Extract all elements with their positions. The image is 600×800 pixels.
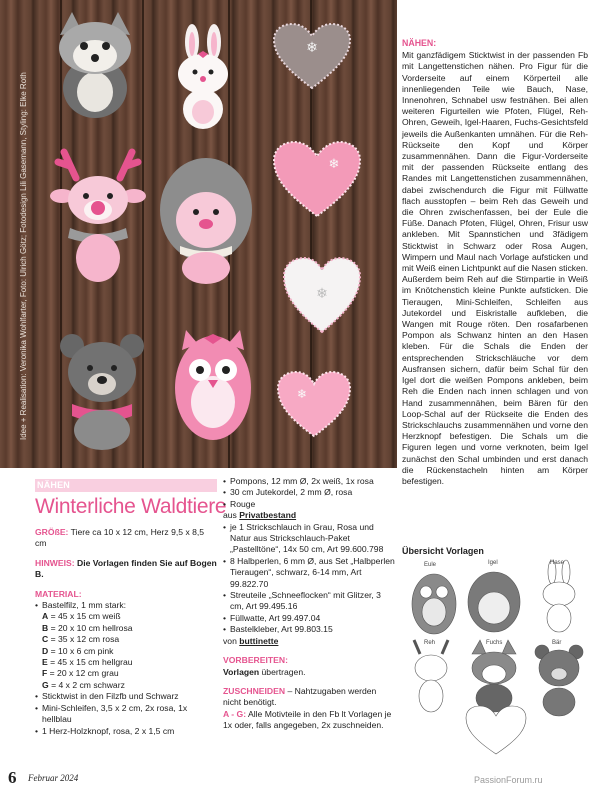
- material-item: • Mini-Schleifen, 3,5 x 2 cm, 2x rosa, 1x hellblau: [35, 703, 217, 726]
- note-text: Die Vorlagen finden Sie auf Bogen B.: [35, 557, 217, 580]
- felt-hedgehog-image: [156, 150, 256, 290]
- photo-credit: Idee + Realisation: Veronika Wohlfarter, Foto: Ulrich Götz; Fotodesign Lili Gasemann, Styling: Elke Roth: [19, 72, 28, 440]
- felt-reindeer-image: [48, 148, 148, 288]
- sewing-instructions: [402, 38, 588, 487]
- felt-fox-image: [50, 10, 140, 120]
- svg-text:❄: ❄: [316, 286, 328, 302]
- felt-item: F = 20 x 12 cm grau: [42, 668, 119, 679]
- material-column-right: [223, 476, 395, 732]
- category-tag: NÄHEN: [35, 479, 217, 492]
- material-item: • Füllwatte, Art 99.497.04: [223, 613, 395, 624]
- felt-owl-image: [168, 328, 258, 448]
- svg-text:❄: ❄: [328, 157, 340, 172]
- size-text: Tiere ca 10 x 12 cm, Herz 9,5 x 8,5 cm: [35, 527, 205, 549]
- material-item: • je 1 Strickschlauch in Grau, Rosa und Natur aus Strickschlauch-Paket „Pastelltöne“, 14x 50 cm, Art 99.600.798: [223, 522, 395, 556]
- template-label: Bär: [552, 640, 562, 646]
- felt-intro: • Bastelfilz, 1 mm stark:: [35, 600, 217, 611]
- preparation-text: Vorlagen übertragen.: [223, 666, 306, 677]
- felt-item: E = 45 x 15 cm hellgrau: [42, 657, 133, 668]
- template-sketches: [402, 556, 592, 758]
- material-item: • Sticktwist in den Filzfb und Schwarz: [35, 691, 217, 702]
- felt-heart-pink-small-image: [276, 370, 352, 440]
- cutting-section: ZUSCHNEIDEN – Nahtzugaben werden nicht benötigt.: [223, 685, 377, 708]
- material-column-left: [35, 527, 217, 737]
- privat-source: aus Privatbestand: [223, 510, 297, 521]
- felt-item: G = 4 x 2 cm schwarz: [42, 679, 125, 690]
- page-number: 6: [8, 768, 17, 787]
- template-label: Igel: [488, 560, 498, 566]
- note-label: HINWEIS:: [35, 557, 75, 568]
- felt-bunny-image: [168, 24, 238, 134]
- material-item: • 8 Halbperlen, 6 mm Ø, aus Set „Halbperlen Tieraugen“, schwarz, 6-14 mm, Art 99.822.70: [223, 556, 395, 590]
- material-item: • Rouge: [223, 499, 395, 510]
- template-label: Reh: [424, 640, 436, 646]
- felt-item: D = 10 x 6 cm pink: [42, 645, 114, 656]
- watermark-site: PassionForum.ru: [474, 775, 543, 785]
- material-item: • Pompons, 12 mm Ø, 2x weiß, 1x rosa: [223, 476, 395, 487]
- felt-heart-grey-image: [272, 22, 352, 92]
- overview-heading: Übersicht Vorlagen: [402, 546, 484, 556]
- felt-item: B = 20 x 10 cm hellrosa: [42, 622, 133, 633]
- svg-text:❄: ❄: [296, 387, 308, 401]
- template-label: Fuchs: [486, 640, 503, 646]
- material-item: • 30 cm Jutekordel, 2 mm Ø, rosa: [223, 487, 395, 498]
- felt-heart-white-image: [282, 256, 362, 336]
- size-label: GRÖßE:: [35, 527, 69, 537]
- material-item: • Streuteile „Schneeflocken“ mit Glitzer, 3 cm, Art 99.495.16: [223, 590, 395, 613]
- svg-text:❄: ❄: [306, 40, 318, 56]
- supplier-source: von buttinette: [223, 635, 279, 646]
- material-item: • Bastelkleber, Art 99.803.15: [223, 624, 395, 635]
- felt-bear-image: [52, 330, 152, 450]
- cutting-key: A - G: Alle Motivteile in den Fb lt Vorlagen je 1x oder, falls angegeben, 2x zuschneiden.: [223, 708, 392, 731]
- material-item: • 1 Herz-Holzknopf, rosa, 2 x 1,5 cm: [35, 726, 217, 737]
- material-label: MATERIAL:: [35, 588, 82, 599]
- template-overview: [402, 556, 592, 758]
- instructions-heading: NÄHEN:: [402, 38, 437, 48]
- template-label: Hase: [550, 560, 565, 566]
- felt-item: C = 35 x 12 cm rosa: [42, 634, 120, 645]
- article-title: Winterliche Waldtiere: [35, 495, 227, 518]
- instructions-body: Mit ganzfädigem Sticktwist in der passenden Fb mit Langettenstichen nähen. Pro Figur für die Vorderseite auf einem Körperteil alle innenliegenden Teile wie Bauch, Nase, Innenohren, Schnabel usw festnähen. Bei allen weiteren Figurteilen wie Pfoten, Flügel, Reh-Ohren, Geweih, Igel-Haaren, Fuchs-Gesichtsfeld jeweils die Außenkanten umnähen. Für die Reh-Rückseite den Kopf und Körper zusammennähen. Dann die Figur-Vorderseite mit der passenden Rückseite entlang des Randes mit Langettenstichen zusammennähen, dabei zwischendurch die Figur mit Füllwatte flach ausstopfen – beim Reh das Geweih und die Ohren zwischenfassen, bei der Eule die Füße. Danach Pfoten, Flügel, Ohren, Frisur usw ankleben. Mit Spannstichen und 3fädigem Sticktwist in Schwarz oder Rosa Augen, Wimpern und Maul nach Vorlage aufsticken und mit Weiß einen Lichtpunkt auf die Nasen sticken. Außerdem beim Reh auf die Stirnpartie in Weiß im Knötchenstich kleine Punkte aufsticken. Die Tieraugen, Mini-Schleifen, Schleifen aus Jutekordel und Eiskristalle aufkleben, die Wangen mit Rouge röten. Den rosafarbenen Pompon als Schwanz hinten an den Hasen kleben. Für die Schals die Enden der entsprechenden Strickschläuche vor dem Ausfransen sichern, dafür beim Schal für den Igel dort die weißen Pompons ankleben, beim Reh die Enden nach innen schlagen und von Hand zusammennähen, beim Bären für den Loop-Schal auf der Rückseite die Enden des Strickschlauchs zusammennähen und vorne den Herzknopf befestigen. Die Schals um die Figuren legen und vorne verknoten, beim Igel zunächst den Schal umbinden und erst danach die Rückenstacheln hinten am Körper befestigen.: [402, 50, 588, 486]
- issue-date: Februar 2024: [28, 773, 79, 783]
- felt-item: A = 45 x 15 cm weiß: [42, 611, 121, 622]
- felt-heart-pink-image: [272, 140, 362, 220]
- preparation-label: VORBEREITEN:: [223, 655, 288, 666]
- template-label: Eule: [424, 562, 437, 568]
- hero-photo: [0, 0, 397, 468]
